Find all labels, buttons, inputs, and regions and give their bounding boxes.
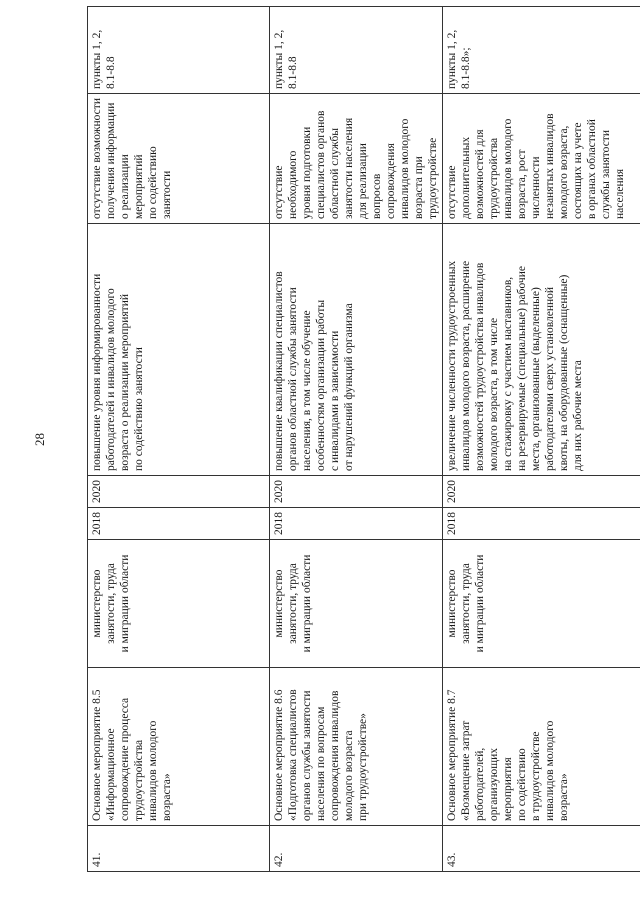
expected-result: увеличение численности трудоустроенных инвалидов молодого возраста, расширение возможностей трудоустройства инвалидов молодого возраста, в том числе на стажировку с участием наставников, на резервируемые (специальные) рабочие места, организованные (выделенные) работодателями сверх установленной квоты, на оборудованные (оснащенные) для них рабочие места [443, 224, 640, 476]
end-year: 2020 [88, 476, 270, 508]
event-name: Основное мероприятие 8.5 «Информационное сопровождение процесса трудоустройства инвалидов молодого возраста» [88, 668, 270, 826]
row-number: 41. [88, 826, 270, 872]
indicator-link: пункты 1, 2, 8.1-8.8»; [443, 7, 640, 94]
executor: министерство занятости, труда и миграции области [443, 540, 640, 668]
start-year: 2018 [443, 508, 640, 540]
consequences: отсутствие дополнительных возможностей для трудоустройства инвалидов молодого возраста, рост численности незанятых инвалидов молодого возраста, состоящих на учете в органах областной службы занятости населения [443, 94, 640, 224]
table-row [270, 7, 443, 872]
rotated-table-container [87, 7, 640, 872]
end-year: 2020 [443, 476, 640, 508]
indicator-link: пункты 1, 2, 8.1-8.8 [270, 7, 443, 94]
end-year: 2020 [270, 476, 443, 508]
consequences: отсутствие необходимого уровня подготовки специалистов органов областной службы занятости населения для реализации вопросов сопровождения инвалидов молодого возраста при трудоустройстве [270, 94, 443, 224]
expected-result: повышение уровня информированности работодателей и инвалидов молодого возраста о реализации мероприятий по содействию занятости [88, 224, 270, 476]
event-name: Основное мероприятие 8.7 «Возмещение затрат работодателей, организующих мероприятия по содействию в трудоустройстве инвалидов молодого возраста» [443, 668, 640, 826]
executor: министерство занятости, труда и миграции области [270, 540, 443, 668]
consequences: отсутствие возможности получения информации о реализации мероприятий по содействию занятости [88, 94, 270, 224]
executor: министерство занятости, труда и миграции области [88, 540, 270, 668]
row-number: 43. [443, 826, 640, 872]
start-year: 2018 [88, 508, 270, 540]
table-row [443, 7, 640, 872]
start-year: 2018 [270, 508, 443, 540]
measures-table [87, 6, 640, 872]
indicator-link: пункты 1, 2, 8.1-8.8 [88, 7, 270, 94]
row-number: 42. [270, 826, 443, 872]
event-name: Основное мероприятие 8.6 «Подготовка специалистов органов службы занятости населения по вопросам сопровождения инвалидов молодого возраста при трудоустройстве» [270, 668, 443, 826]
expected-result: повышение квалификации специалистов органов областной службы занятости населения, в том числе обучение особенностям организации работы с инвалидами в зависимости от нарушений функций организма [270, 224, 443, 476]
table-row [88, 7, 270, 872]
page-number: 28 [32, 433, 47, 446]
